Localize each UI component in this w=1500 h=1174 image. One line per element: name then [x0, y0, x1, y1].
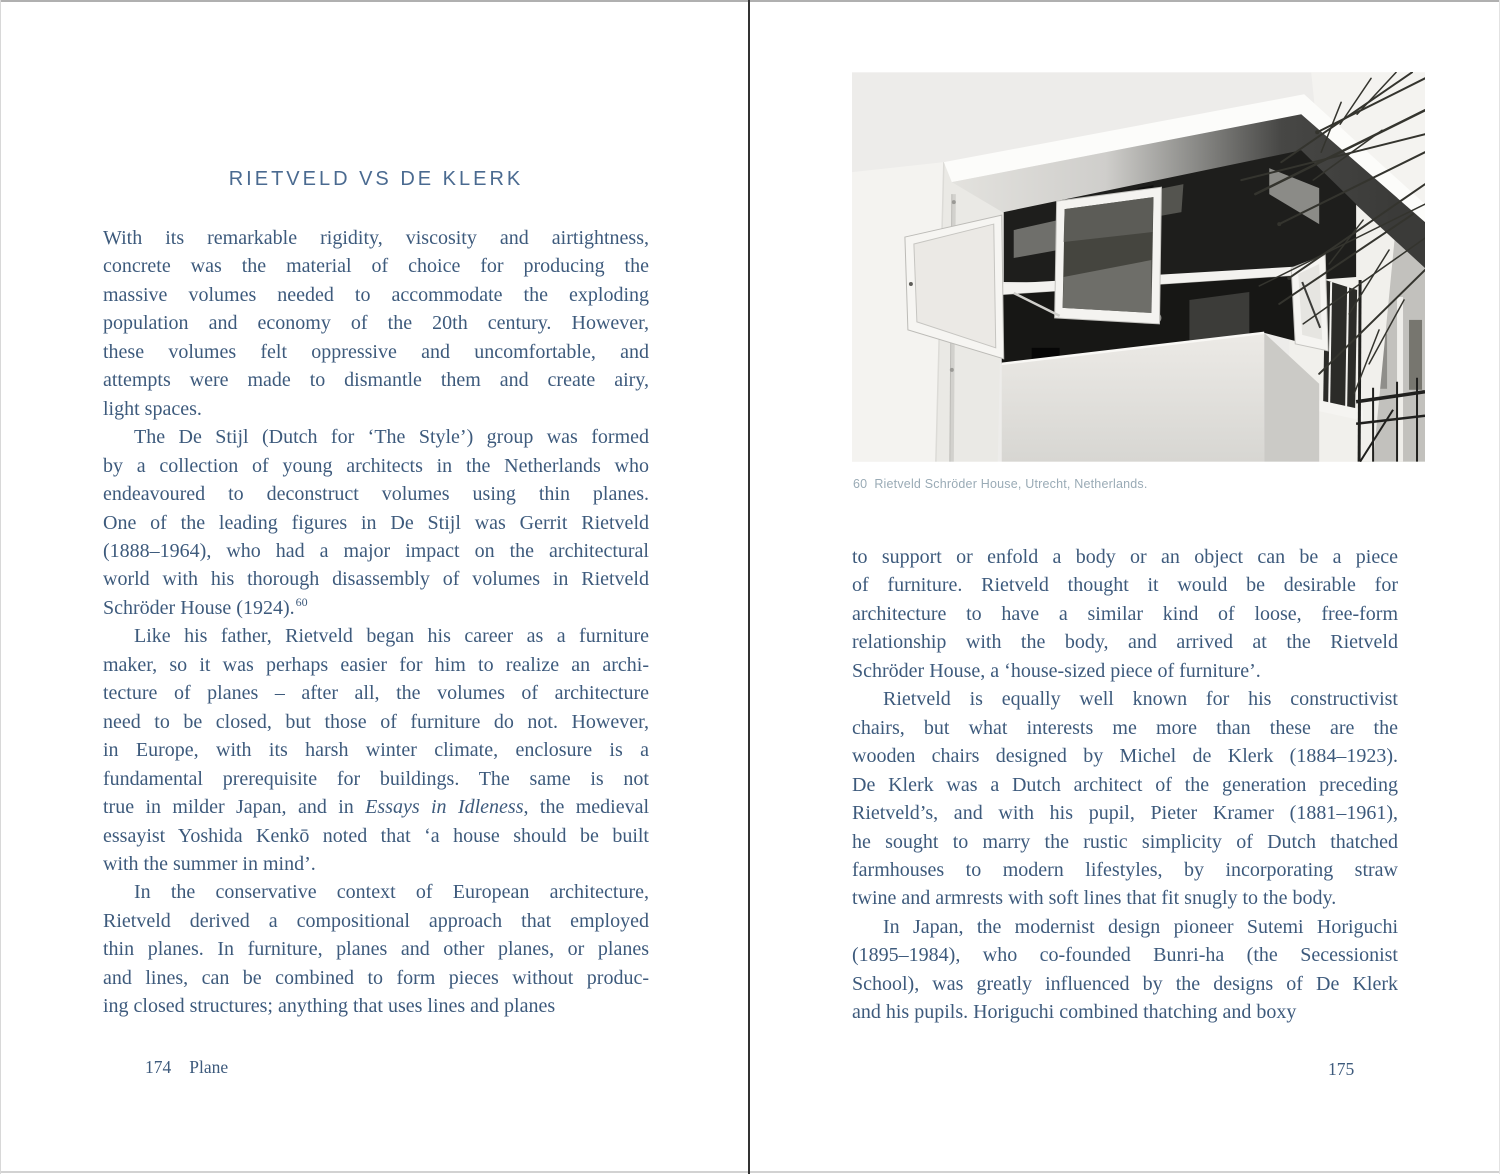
figure-caption	[853, 477, 1413, 491]
text-line: in Europe, with its harsh winter climate, enclosure is a	[103, 739, 649, 762]
text-line: concrete was the material of choice for producing the	[103, 255, 649, 278]
text-line: and his pupils. Horiguchi combined thatching and boxy	[852, 1001, 1297, 1024]
text-line: attempts were made to dismantle them and create airy,	[103, 369, 649, 392]
text-line: architecture to have a similar kind of loose, free-form	[852, 602, 1398, 625]
text-line: essayist Yoshida Kenkō noted that ‘a house should be built	[103, 824, 649, 847]
text-line: he sought to marry the rustic simplicity of Dutch thatched	[852, 830, 1398, 853]
left-page-footer	[145, 1057, 228, 1078]
text-line: maker, so it was perhaps easier for him to realize an archi-	[103, 653, 649, 676]
text-line: twine and armrests with soft lines that fit snugly to the body.	[852, 887, 1337, 910]
text-line: need to be closed, but those of furniture do not. However,	[103, 710, 649, 733]
text-line: tecture of planes – after all, the volumes of architecture	[103, 682, 649, 705]
text-line: The De Stijl (Dutch for ‘The Style’) group was formed	[134, 426, 649, 449]
text-line: to support or enfold a body or an object can be a piece	[852, 546, 1398, 568]
page-number-right: 175	[1328, 1059, 1355, 1079]
page-number-left: 174	[145, 1057, 172, 1077]
schroder-house-photo-illustration	[852, 72, 1425, 462]
text-line: In the conservative context of European architecture,	[134, 881, 649, 904]
text-line: De Klerk was a Dutch architect of the generation preceding	[852, 773, 1398, 796]
text-line: true in milder Japan, and in Essays in Idleness, the medieval	[103, 796, 650, 819]
text-line: massive volumes needed to accommodate the exploding	[103, 283, 649, 306]
text-line: wooden chairs designed by Michel de Klerk (1884–1923).	[852, 745, 1398, 768]
text-line: fundamental prerequisite for buildings. The same is not	[103, 767, 649, 790]
figure-photo	[852, 72, 1425, 462]
text-line: with the summer in mind’.	[103, 852, 316, 875]
figure-caption-text: Rietveld Schröder House, Utrecht, Netherlands.	[874, 477, 1148, 491]
figure-caption-number: 60	[853, 477, 868, 491]
text-line: Schröder House, a ‘house-sized piece of furniture’.	[852, 659, 1261, 682]
page-edge-left	[0, 0, 1, 1174]
text-line: world with his thorough disassembly of volumes in Rietveld	[103, 568, 649, 591]
text-line: One of the leading figures in De Stijl was Gerrit Rietveld	[103, 511, 649, 534]
text-line: Rietveld is equally well known for his constructivist	[883, 688, 1398, 711]
text-line: endeavoured to deconstruct volumes using thin planes.	[103, 483, 649, 506]
text-line: by a collection of young architects in the Netherlands who	[103, 454, 649, 477]
text-line: (1895–1984), who co-founded Bunri-ha (the Secessionist	[852, 944, 1398, 967]
text-line: thin planes. In furniture, planes and other planes, or planes	[103, 938, 649, 961]
text-line: (1888–1964), who had a major impact on the architectural	[103, 539, 649, 562]
right-page-footer	[1328, 1059, 1354, 1080]
text-line: Schröder House (1924).$^{60}$	[103, 595, 308, 619]
text-line: Rietveld derived a compositional approach that employed	[103, 909, 649, 932]
section-heading: RIETVELD VS DE KLERK	[228, 168, 524, 190]
text-line: chairs, but what interests me more than these are the	[852, 716, 1398, 739]
running-head: Plane	[189, 1057, 229, 1077]
text-line: of furniture. Rietveld thought it would be desirable for	[852, 574, 1398, 597]
page-edge-top	[0, 0, 1500, 2]
left-body-text	[103, 224, 649, 1021]
text-line: Like his father, Rietveld began his career as a furniture	[134, 625, 649, 648]
text-line: ing closed structures; anything that uses lines and planes	[103, 995, 556, 1018]
text-line: School), was greatly influenced by the designs of De Klerk	[852, 972, 1398, 995]
text-line: relationship with the body, and arrived at the Rietveld	[852, 631, 1398, 654]
center-divider-line	[748, 0, 750, 1174]
text-line: Rietveld’s, and with his pupil, Pieter Kramer (1881–1961),	[852, 802, 1398, 825]
right-body-text	[852, 543, 1398, 1027]
text-line: In Japan, the modernist design pioneer Sutemi Horiguchi	[883, 915, 1398, 938]
text-line: light spaces.	[103, 397, 202, 420]
page-edge-bottom	[0, 1171, 1500, 1173]
text-line: these volumes felt oppressive and uncomfortable, and	[103, 340, 649, 363]
text-line: and lines, can be combined to form pieces without produc-	[103, 966, 649, 989]
text-line: population and economy of the 20th century. However,	[103, 312, 649, 335]
text-line: farmhouses to modern lifestyles, by incorporating straw	[852, 858, 1398, 881]
text-line: With its remarkable rigidity, viscosity and airtightness,	[103, 227, 649, 249]
